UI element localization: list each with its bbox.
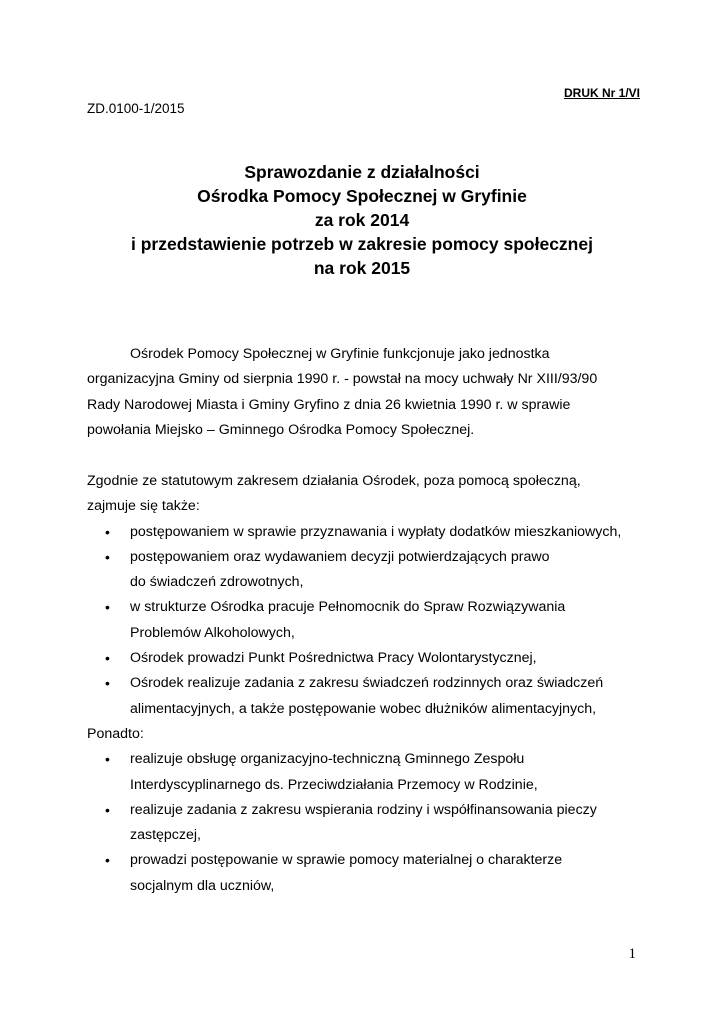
list-item xyxy=(87,520,647,545)
list-item xyxy=(87,671,647,722)
title-line: i przedstawienie potrzeb w zakresie pomocy społecznej xyxy=(131,234,593,254)
title-line: za rok 2014 xyxy=(314,210,410,230)
list-item-line: realizuje zadania z zakresu wspierania rodziny i współfinansowania pieczy xyxy=(130,801,597,818)
bullet-icon: • xyxy=(105,548,110,565)
page-number: 1 xyxy=(628,946,636,962)
paragraph-line: powołania Miejsko – Gminnego Ośrodka Pomocy Społecznej. xyxy=(87,421,475,438)
list-item-line: prowadzi postępowanie w sprawie pomocy materialnej o charakterze xyxy=(130,852,563,869)
list-item-line: Ośrodek realizuje zadania z zakresu świadczeń rodzinnych oraz świadczeń xyxy=(130,675,604,692)
list-item-line: realizuje obsługę organizacyjno-techniczną Gminnego Zespołu xyxy=(130,751,525,768)
additional-duties-list xyxy=(87,747,647,899)
paragraph-line: Zgodnie ze statutowym zakresem działania Ośrodek, poza pomocą społeczną, xyxy=(87,473,581,489)
list-item-line: Problemów Alkoholowych, xyxy=(130,624,295,641)
list-item-line: postępowaniem w sprawie przyznawania i wypłaty dodatków mieszkaniowych, xyxy=(130,523,622,540)
title-line: Sprawozdanie z działalności xyxy=(244,162,480,182)
document-reference: ZD.0100-1/2015 xyxy=(87,101,185,116)
paragraph-line: organizacyjna Gminy od sierpnia 1990 r. - powstał na mocy uchwały Nr XIII/93/90 xyxy=(87,371,598,388)
paragraph-line: zajmuje się także: xyxy=(87,498,200,515)
bullet-icon: • xyxy=(105,852,110,869)
druk-number: DRUK Nr 1/VI xyxy=(563,86,640,100)
list-item xyxy=(87,595,647,646)
duties-list xyxy=(87,520,647,722)
list-item-line: do świadczeń zdrowotnych, xyxy=(130,574,304,591)
list-item-line: postępowaniem oraz wydawaniem decyzji potwierdzających prawo xyxy=(130,548,550,565)
title-line: na rok 2015 xyxy=(313,258,411,278)
title-line: Ośrodka Pomocy Społecznej w Gryfinie xyxy=(197,186,527,206)
document-title xyxy=(0,160,724,280)
bullet-icon: • xyxy=(105,675,110,692)
list-item-line: w strukturze Ośrodka pracuje Pełnomocnik do Spraw Rozwiązywania xyxy=(130,599,566,616)
scope-section xyxy=(87,469,647,899)
bullet-icon: • xyxy=(105,523,110,540)
paragraph-line: Rady Narodowej Miasta i Gminy Gryfino z dnia 26 kwietnia 1990 r. w sprawie xyxy=(87,396,571,413)
list-item xyxy=(87,798,647,849)
list-item-line: Interdyscyplinarnego ds. Przeciwdziałania Przemocy w Rodzinie, xyxy=(130,776,538,793)
bullet-icon: • xyxy=(105,650,110,667)
list-item-line: alimentacyjnych, a także postępowanie wobec dłużników alimentacyjnych, xyxy=(130,700,597,717)
list-item-line: Ośrodek prowadzi Punkt Pośrednictwa Pracy Wolontarystycznej, xyxy=(130,650,537,667)
bullet-icon: • xyxy=(105,801,110,818)
intro-paragraph xyxy=(87,342,647,443)
list-item xyxy=(87,747,647,798)
paragraph-line: Ośrodek Pomocy Społecznej w Gryfinie funkcjonuje jako jednostka xyxy=(130,346,550,362)
list-item xyxy=(87,545,647,596)
list-item xyxy=(87,848,647,899)
ponadto-label: Ponadto: xyxy=(87,725,144,742)
list-item xyxy=(87,646,647,671)
list-item-line: socjalnym dla uczniów, xyxy=(130,877,275,894)
bullet-icon: • xyxy=(105,599,110,616)
list-item-line: zastępczej, xyxy=(130,827,201,844)
bullet-icon: • xyxy=(105,751,110,768)
